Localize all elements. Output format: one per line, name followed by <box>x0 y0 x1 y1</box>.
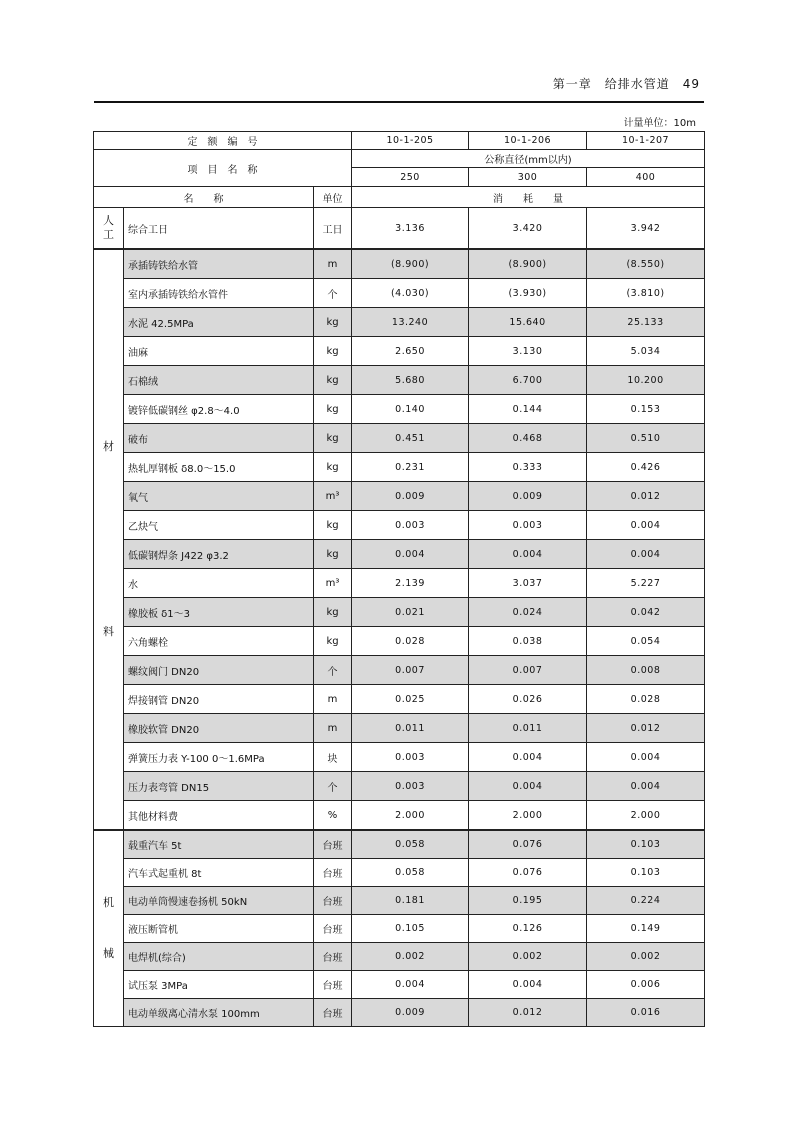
code-row <box>94 132 705 150</box>
machinery-item-unit: 台班 <box>314 887 352 915</box>
materials-item-unit: % <box>314 801 352 831</box>
materials-item-value: 0.004 <box>587 540 705 569</box>
column-header-row <box>94 187 705 208</box>
materials-item-value: 0.003 <box>352 511 469 540</box>
machinery-item-name: 电焊机(综合) <box>124 943 314 971</box>
materials-item-value: 0.054 <box>587 627 705 656</box>
materials-item-name: 热轧厚钢板 δ8.0～15.0 <box>124 453 314 482</box>
materials-item-unit: m <box>314 685 352 714</box>
materials-item-name: 乙炔气 <box>124 511 314 540</box>
materials-item-value: 2.000 <box>587 801 705 831</box>
materials-item-name: 压力表弯管 DN15 <box>124 772 314 801</box>
materials-row <box>94 569 705 598</box>
materials-item-name: 破布 <box>124 424 314 453</box>
machinery-row <box>94 915 705 943</box>
materials-item-value: 0.042 <box>587 598 705 627</box>
materials-item-value: 0.004 <box>469 540 587 569</box>
machinery-item-value: 0.016 <box>587 999 705 1027</box>
materials-item-unit: m <box>314 714 352 743</box>
materials-item-name: 水 <box>124 569 314 598</box>
materials-item-value: 0.003 <box>352 743 469 772</box>
machinery-item-name: 电动单级离心清水泵 100mm <box>124 999 314 1027</box>
page-header <box>94 66 704 103</box>
materials-item-name: 石棉绒 <box>124 366 314 395</box>
materials-row <box>94 511 705 540</box>
materials-item-value: 0.038 <box>469 627 587 656</box>
materials-item-value: 0.012 <box>587 714 705 743</box>
materials-item-unit: 个 <box>314 656 352 685</box>
machinery-item-value: 0.224 <box>587 887 705 915</box>
diameter-label-row <box>94 150 705 168</box>
materials-item-value: 0.028 <box>587 685 705 714</box>
materials-row <box>94 249 705 279</box>
materials-item-value: (4.030) <box>352 279 469 308</box>
materials-item-value: 0.024 <box>469 598 587 627</box>
materials-item-value: 0.007 <box>352 656 469 685</box>
materials-row <box>94 424 705 453</box>
materials-item-unit: kg <box>314 627 352 656</box>
machinery-item-value: 0.103 <box>587 859 705 887</box>
materials-item-value: 0.231 <box>352 453 469 482</box>
materials-item-value: 0.004 <box>352 540 469 569</box>
materials-category-top: 材 <box>103 440 114 454</box>
diameter-label: 公称直径(mm以内) <box>352 150 705 168</box>
materials-row <box>94 395 705 424</box>
machinery-item-unit: 台班 <box>314 999 352 1027</box>
machinery-item-value: 0.002 <box>352 943 469 971</box>
machinery-item-value: 0.126 <box>469 915 587 943</box>
materials-item-value: 13.240 <box>352 308 469 337</box>
materials-item-value: 2.000 <box>352 801 469 831</box>
materials-item-unit: kg <box>314 395 352 424</box>
materials-item-value: (3.810) <box>587 279 705 308</box>
materials-item-value: 10.200 <box>587 366 705 395</box>
machinery-category-bottom: 械 <box>103 946 114 960</box>
diameter-cell: 400 <box>587 168 705 187</box>
unit-note: 计量单位：10m <box>623 118 696 129</box>
machinery-item-value: 0.004 <box>469 971 587 999</box>
materials-item-value: 0.009 <box>352 482 469 511</box>
materials-row <box>94 772 705 801</box>
labor-category <box>94 208 124 250</box>
materials-item-value: 0.333 <box>469 453 587 482</box>
materials-item-name: 低碳钢焊条 J422 φ3.2 <box>124 540 314 569</box>
materials-item-name: 承插铸铁给水管 <box>124 249 314 279</box>
code-cell: 10-1-206 <box>469 132 587 150</box>
materials-category-bottom: 料 <box>103 624 114 638</box>
materials-row <box>94 482 705 511</box>
materials-item-unit: 个 <box>314 279 352 308</box>
machinery-item-name: 载重汽车 5t <box>124 830 314 859</box>
machinery-row <box>94 830 705 859</box>
machinery-item-value: 0.103 <box>587 830 705 859</box>
materials-item-unit: kg <box>314 308 352 337</box>
materials-item-value: 0.004 <box>587 772 705 801</box>
materials-row <box>94 743 705 772</box>
labor-value: 3.420 <box>469 208 587 250</box>
materials-item-name: 其他材料费 <box>124 801 314 831</box>
materials-item-value: 5.034 <box>587 337 705 366</box>
materials-item-value: 15.640 <box>469 308 587 337</box>
materials-item-value: 0.004 <box>469 772 587 801</box>
materials-item-name: 焊接钢管 DN20 <box>124 685 314 714</box>
materials-item-value: 5.680 <box>352 366 469 395</box>
machinery-item-value: 0.002 <box>587 943 705 971</box>
materials-item-value: 0.007 <box>469 656 587 685</box>
labor-value: 3.136 <box>352 208 469 250</box>
machinery-row <box>94 887 705 915</box>
labor-category-label: 人工 <box>103 214 114 241</box>
materials-item-value: 0.426 <box>587 453 705 482</box>
materials-item-unit: kg <box>314 337 352 366</box>
materials-item-name: 螺纹阀门 DN20 <box>124 656 314 685</box>
materials-item-value: 3.130 <box>469 337 587 366</box>
materials-item-name: 弹簧压力表 Y-100 0～1.6MPa <box>124 743 314 772</box>
materials-item-value: 0.004 <box>587 743 705 772</box>
materials-item-name: 水泥 42.5MPa <box>124 308 314 337</box>
materials-item-value: 6.700 <box>469 366 587 395</box>
materials-row <box>94 685 705 714</box>
materials-item-value: 0.451 <box>352 424 469 453</box>
materials-row <box>94 366 705 395</box>
materials-item-value: 5.227 <box>587 569 705 598</box>
materials-item-unit: 块 <box>314 743 352 772</box>
materials-row <box>94 801 705 831</box>
quota-table <box>93 131 705 1027</box>
materials-item-unit: kg <box>314 366 352 395</box>
materials-item-unit: m <box>314 249 352 279</box>
machinery-item-name: 试压泵 3MPa <box>124 971 314 999</box>
code-label: 定 额 编 号 <box>94 132 352 150</box>
materials-row <box>94 656 705 685</box>
machinery-item-value: 0.076 <box>469 859 587 887</box>
materials-item-unit: m³ <box>314 569 352 598</box>
materials-item-unit: kg <box>314 540 352 569</box>
machinery-row <box>94 859 705 887</box>
machinery-item-value: 0.181 <box>352 887 469 915</box>
materials-item-value: 3.037 <box>469 569 587 598</box>
machinery-item-value: 0.105 <box>352 915 469 943</box>
diameter-cell: 250 <box>352 168 469 187</box>
item-name-label: 项 目 名 称 <box>94 150 352 187</box>
machinery-row <box>94 971 705 999</box>
materials-item-value: 0.004 <box>587 511 705 540</box>
materials-item-value: (8.900) <box>469 249 587 279</box>
materials-item-name: 镀锌低碳钢丝 φ2.8～4.0 <box>124 395 314 424</box>
machinery-item-unit: 台班 <box>314 859 352 887</box>
materials-item-value: 0.140 <box>352 395 469 424</box>
materials-item-value: (8.550) <box>587 249 705 279</box>
materials-item-name: 油麻 <box>124 337 314 366</box>
materials-item-value: 0.011 <box>469 714 587 743</box>
machinery-item-unit: 台班 <box>314 943 352 971</box>
materials-item-value: 0.004 <box>469 743 587 772</box>
materials-item-value: 0.011 <box>352 714 469 743</box>
materials-item-value: 0.003 <box>469 511 587 540</box>
page-header-title: 第一章 给排水管道 49 <box>552 77 700 91</box>
materials-item-name: 六角螺栓 <box>124 627 314 656</box>
materials-item-name: 橡胶板 δ1～3 <box>124 598 314 627</box>
unit-column-header: 单位 <box>314 187 352 208</box>
materials-item-value: 0.021 <box>352 598 469 627</box>
materials-item-name: 室内承插铸铁给水管件 <box>124 279 314 308</box>
code-cell: 10-1-205 <box>352 132 469 150</box>
machinery-item-value: 0.009 <box>352 999 469 1027</box>
materials-category <box>94 249 124 830</box>
machinery-item-value: 0.058 <box>352 859 469 887</box>
materials-item-name: 橡胶软管 DN20 <box>124 714 314 743</box>
machinery-item-name: 汽车式起重机 8t <box>124 859 314 887</box>
materials-item-value: (3.930) <box>469 279 587 308</box>
machinery-item-unit: 台班 <box>314 830 352 859</box>
materials-item-value: 0.468 <box>469 424 587 453</box>
materials-item-unit: kg <box>314 598 352 627</box>
materials-item-unit: kg <box>314 511 352 540</box>
consumption-header: 消 耗 量 <box>352 187 705 208</box>
machinery-item-unit: 台班 <box>314 971 352 999</box>
materials-item-value: 2.139 <box>352 569 469 598</box>
diameter-cell: 300 <box>469 168 587 187</box>
machinery-item-value: 0.006 <box>587 971 705 999</box>
labor-name: 综合工日 <box>124 208 314 250</box>
materials-item-unit: kg <box>314 453 352 482</box>
materials-item-name: 氧气 <box>124 482 314 511</box>
machinery-item-value: 0.012 <box>469 999 587 1027</box>
materials-item-value: 25.133 <box>587 308 705 337</box>
materials-item-value: 0.026 <box>469 685 587 714</box>
materials-row <box>94 308 705 337</box>
materials-item-unit: m³ <box>314 482 352 511</box>
machinery-item-value: 0.004 <box>352 971 469 999</box>
materials-row <box>94 337 705 366</box>
materials-row <box>94 453 705 482</box>
machinery-item-value: 0.002 <box>469 943 587 971</box>
materials-item-unit: 个 <box>314 772 352 801</box>
machinery-item-value: 0.149 <box>587 915 705 943</box>
materials-item-value: 0.012 <box>587 482 705 511</box>
machinery-category <box>94 830 124 1027</box>
machinery-item-value: 0.058 <box>352 830 469 859</box>
materials-item-value: 2.000 <box>469 801 587 831</box>
materials-item-value: (8.900) <box>352 249 469 279</box>
materials-item-value: 0.025 <box>352 685 469 714</box>
materials-item-value: 0.153 <box>587 395 705 424</box>
materials-item-value: 2.650 <box>352 337 469 366</box>
materials-item-value: 0.003 <box>352 772 469 801</box>
materials-row <box>94 279 705 308</box>
materials-item-unit: kg <box>314 424 352 453</box>
materials-row <box>94 540 705 569</box>
labor-value: 3.942 <box>587 208 705 250</box>
materials-row <box>94 714 705 743</box>
code-cell: 10-1-207 <box>587 132 705 150</box>
materials-row <box>94 598 705 627</box>
materials-item-value: 0.510 <box>587 424 705 453</box>
machinery-row <box>94 999 705 1027</box>
materials-item-value: 0.028 <box>352 627 469 656</box>
materials-item-value: 0.009 <box>469 482 587 511</box>
machinery-category-top: 机 <box>103 896 114 910</box>
name-column-header: 名 称 <box>94 187 314 208</box>
machinery-item-name: 电动单筒慢速卷扬机 50kN <box>124 887 314 915</box>
machinery-item-unit: 台班 <box>314 915 352 943</box>
machinery-row <box>94 943 705 971</box>
materials-row <box>94 627 705 656</box>
machinery-item-name: 液压断管机 <box>124 915 314 943</box>
machinery-item-value: 0.076 <box>469 830 587 859</box>
materials-item-value: 0.008 <box>587 656 705 685</box>
labor-unit: 工日 <box>314 208 352 250</box>
materials-item-value: 0.144 <box>469 395 587 424</box>
labor-row <box>94 208 705 250</box>
machinery-item-value: 0.195 <box>469 887 587 915</box>
